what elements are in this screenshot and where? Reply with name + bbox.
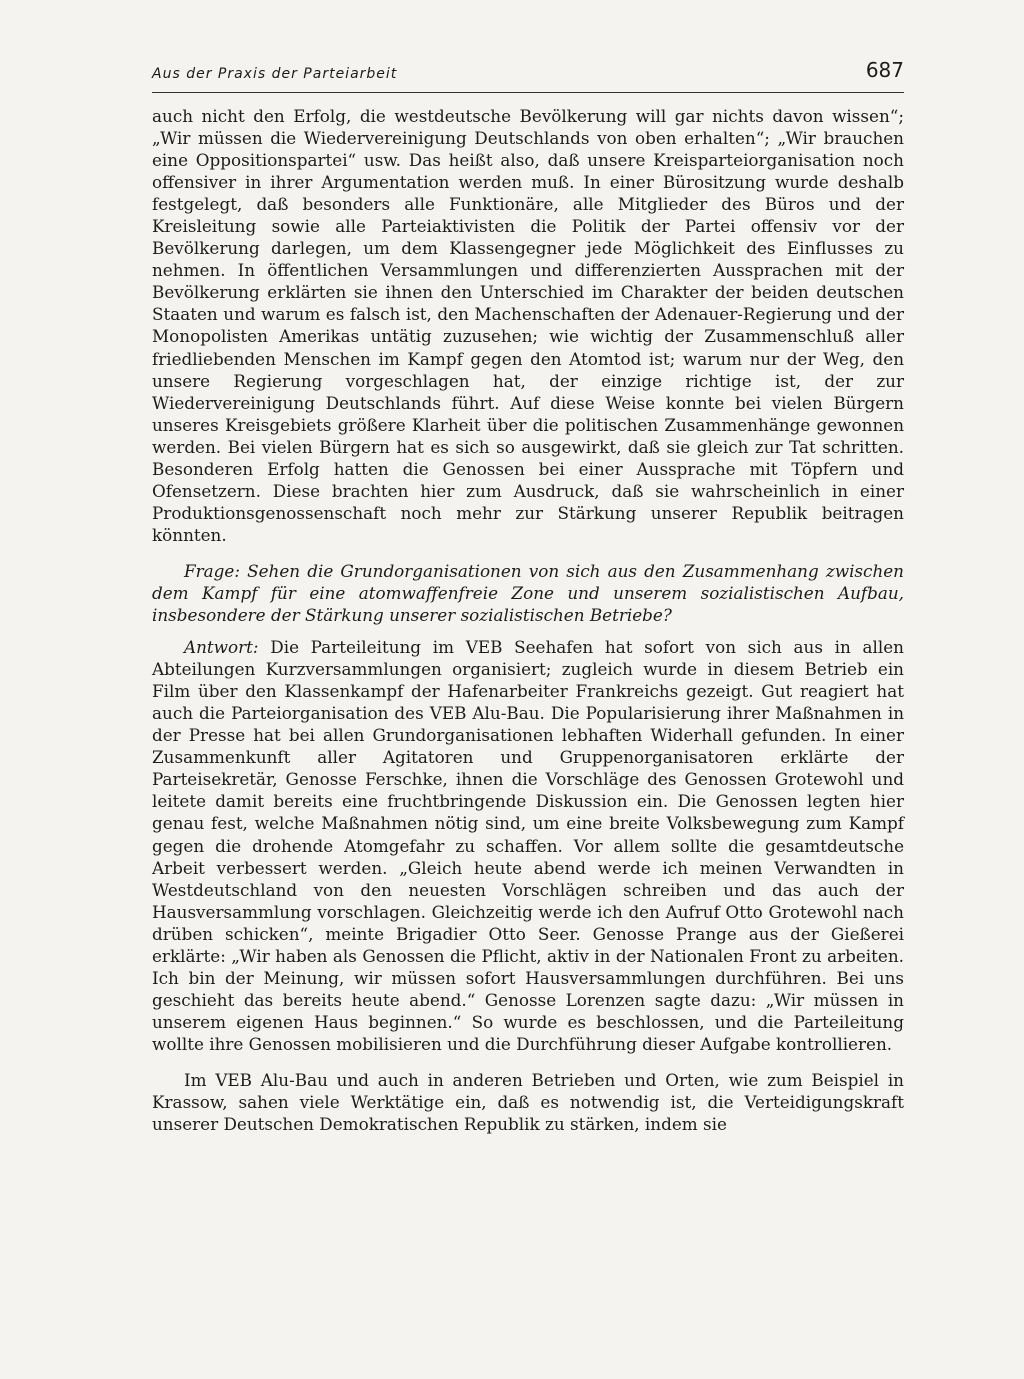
answer-text: Die Parteileitung im VEB Seehafen hat sofort von sich aus in allen Abteilungen Kurzversammlungen organisiert; zugleich wurde in diesem Betrieb ein Film über den Klassenkampf der Hafenarbeiter Frankreichs gezeigt. Gut reagiert hat auch die Parteiorganisation des VEB Alu-Bau. Die Popularisierung ihrer Maßnahmen in der Presse hat bei allen Grundorganisationen lebhaften Widerhall gefunden. In einer Zusammenkunft aller Agitatoren und Gruppenorganisatoren erklärte der Parteisekretär, Genosse Ferschke, ihnen die Vorschläge des Genossen Grotewohl und leitete damit bereits eine fruchtbringende Diskussion ein. Die Genossen legten hier genau fest, welche Maßnahmen nötig sind, um eine breite Volksbewegung zum Kampf gegen die drohende Atomgefahr zu schaffen. Vor allem sollte die gesamtdeutsche Arbeit verbessert werden. „Gleich heute abend werde ich meinen Verwandten in Westdeutschland von den neuesten Vorschlägen schreiben und das auch der Hausversammlung vorschlagen. Gleichzeitig werde ich den Aufruf Otto Grotewohl nach drüben schicken“, meinte Brigadier Otto Seer. Genosse Prange aus der Gießerei erklärte: „Wir haben als Genossen die Pflicht, aktiv in der Nationalen Front zu arbeiten. Ich bin der Meinung, wir müssen sofort Hausversammlungen durchführen. Bei uns geschieht das bereits heute abend.“ Genosse Lorenzen sagte dazu: „Wir müssen in unserem eigenen Haus beginnen.“ So wurde es beschlossen, und die Parteileitung wollte ihre Genossen mobilisieren und die Durchführung dieser Aufgabe kontrollieren. <box>152 637 904 1054</box>
answer-label: Antwort: <box>184 637 259 658</box>
running-header <box>152 56 904 93</box>
running-title: Aus der Praxis der Parteiarbeit <box>152 66 398 82</box>
paragraph-question: Frage: Sehen die Grundorganisationen von sich aus den Zusammenhang zwischen dem Kampf für eine atomwaffenfreie Zone und unserem sozialistischen Aufbau, insbesondere der Stärkung unserer sozialistischen Betriebe? <box>152 560 904 626</box>
page-body <box>152 105 904 1135</box>
paragraph-continuation: auch nicht den Erfolg, die westdeutsche Bevölkerung will gar nichts davon wissen“; „Wir müssen die Wiedervereinigung Deutschlands von oben erhalten“; „Wir brauchen eine Oppositionspartei“ usw. Das heißt also, daß unsere Kreisparteiorganisation noch offensiver in ihrer Argumentation werden muß. In einer Bürositzung wurde deshalb festgelegt, daß besonders alle Funktionäre, alle Mitglieder des Büros und der Kreisleitung sowie alle Parteiaktivisten die Politik der Partei offensiv vor der Bevölkerung darlegen, um dem Klassengegner jede Möglichkeit des Einflusses zu nehmen. In öffentlichen Versammlungen und differenzierten Aussprachen mit der Bevölkerung erklärten sie ihnen den Unterschied im Charakter der beiden deutschen Staaten und warum es falsch ist, den Machenschaften der Adenauer-Regierung und der Monopolisten Amerikas untätig zuzusehen; wie wichtig der Zusammenschluß aller friedliebenden Menschen im Kampf gegen den Atomtod ist; warum nur der Weg, den unsere Regierung vorgeschlagen hat, der einzige richtige ist, der zur Wiedervereinigung Deutschlands führt. Auf diese Weise konnte bei vielen Bürgern unseres Kreisgebiets größere Klarheit über die politischen Zusammenhänge gewonnen werden. Bei vielen Bürgern hat es sich so ausgewirkt, daß sie gleich zur Tat schritten. Besonderen Erfolg hatten die Genossen bei einer Aussprache mit Töpfern und Ofensetzern. Diese brachten hier zum Ausdruck, daß sie wahrscheinlich in einer Produktionsgenossenschaft noch mehr zur Stärkung unserer Republik beitragen könnten. <box>152 106 904 545</box>
book-page <box>152 56 904 1135</box>
paragraph-alu-bau: Im VEB Alu-Bau und auch in anderen Betrieben und Orten, wie zum Beispiel in Krassow, sahen viele Werktätige ein, daß es notwendig ist, die Verteidigungskraft unserer Deutschen Demokratischen Republik zu stärken, indem sie <box>152 1069 904 1135</box>
page-number: 687 <box>865 58 904 82</box>
paragraph-answer <box>152 636 904 1055</box>
